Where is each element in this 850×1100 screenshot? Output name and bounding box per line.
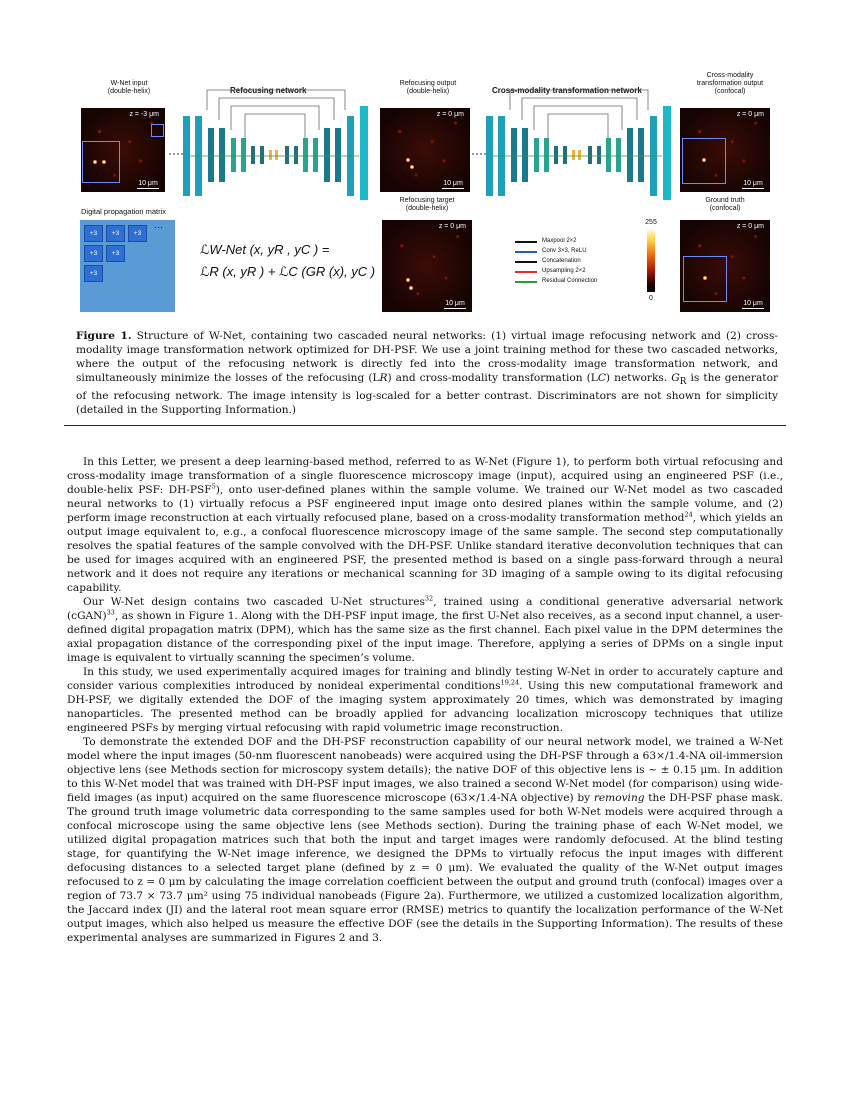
figure-caption: Figure 1. Structure of W-Net, containing two cascaded neural networks: (1) virtual image refocusing network and (2) cross-modality image transformation network optimized for DH-PSF. We use a joint training method for these two cascaded networks, where the output of the refocusing network is directly fed into the cross-modality image transformation network, and simultaneously minimize the losses of the refocusing (LR) and cross-modality transformation (LC) networks. $G_R$ is the generator of the refocusing network. The image intensity is log-scaled for a better contrast. Discriminators are not shown for simplicity (detailed in the Supporting Information.) — [76, 330, 779, 417]
scale-bar: 10 μm — [742, 300, 764, 310]
colorbar-min: 0 — [649, 295, 653, 302]
paragraph: In this study, we used experimentally acquired images for training and blindly testing W-Net in order to accurately capture and consider various complexities introduced by nonideal experimental conditions$^{19,24}$. Using this new computational framework and DH-PSF, we digitally extended the DOF of the imaging system approximately 20 times, which was demonstrated by imaging nanoparticles. The presented method can be broadly applied for advancing localization microscopy techniques that utilize engineered PSFs by merging virtual refocusing with rapid volumetric image reconstruction. — [67, 666, 783, 734]
cross-modality-unet-diagram — [472, 80, 682, 200]
bead-spot — [102, 160, 106, 164]
zoom-box — [82, 141, 120, 183]
paragraph: In this Letter, we present a deep learning-based method, referred to as W-Net (Figure 1), to perform both virtual refocusing and cross-modality image transformation of a single fluorescence microscopy image (input), acquired using an engineered PSF (i.e., double-helix PSF: DH-PSF$^5$), onto user-defined planes within the sample volume. We trained our W-Net model as two cascaded neural networks to (1) virtually refocus a PSF engineered input image onto desired planes within the sample volume, and (2) perform image reconstruction at each virtually refocused plane, based on a cross-modality transformation method$^{24}$, which yields an output image equivalent to, e.g., a confocal fluorescence microscopy image of the same sample. The second step computationally resolves the spatial features of the sample convolved with the DH-PSF. Unlike standard iterative deconvolution techniques that can be used for images acquired with an engineered PSF, the presented method is based on a single pass-forward through a neural network and it does not require any iterations or mechanical scanning for 3D imaging of a sample owing to its digital refocusing capability. — [67, 456, 783, 594]
colorbar — [647, 229, 655, 292]
bead-spot — [93, 160, 97, 164]
dpm-cell: +3 — [128, 225, 147, 242]
bottleneck-layers — [269, 150, 278, 160]
dpm-cell: +3 — [84, 245, 103, 262]
legend-item: Upsampling 2×2 — [515, 266, 597, 276]
legend-item: Maxpool 2×2 — [515, 236, 597, 246]
bead-spot — [410, 165, 414, 169]
truth-z-label: z = 0 μm — [736, 223, 764, 230]
paragraph: To demonstrate the extended DOF and the DH-PSF reconstruction capability of our neural network model, we trained a W-Net model where the input images (50-nm fluorescent nanobeads) were acquired using the DH-PSF through a 63×/1.4-NA oil-immersion objective lens (see Methods section for microscopy system details); the native DOF of this objective lens is ~ ± 0.15 μm. In addition to this W-Net model that was trained with DH-PSF input images, we also trained a second W-Net model (for comparison) using wide-field images (as input) acquired on the same fluorescence microscope (63×/1.4-NA objective) by removing the DH-PSF phase mask. The ground truth image volumetric data corresponding to the same samples used for both W-Net models were acquired through a confocal microscope using the same objective lens (see Methods section). During the training phase of each W-Net model, we utilized digital propagation matrices such that both the input and target images were randomly defocused. At the blind testing stage, for quantifying the W-Net image inference, we designed the DPMs to virtually refocus the input images with different defocusing distances to a selected target plane (defined by z = 0 μm). We evaluated the quality of the W-Net output images refocused to z = 0 μm by calculating the image correlation coefficient between the output and ground truth (confocal) images over a region of 73.7 × 73.7 μm² using 75 individual nanobeads (Figure 2a). Furthermore, we utilized a customized localization algorithm, the Jaccard index (JI) and the lateral root mean square error (RMSE) metrics to quantify the localization performance of the W-Net output images, which also helped us measure the effective DOF (see the details in the Supporting Information). The results of these experimental analyses are summarized in Figures 2 and 3. — [67, 736, 784, 944]
input-z-label: z = -3 μm — [129, 111, 159, 118]
caption-rule — [64, 425, 786, 426]
colorbar-max: 255 — [645, 219, 657, 226]
refocus-output-title: Refocusing output (double-helix) — [399, 80, 457, 95]
scale-bar: 10 μm — [444, 300, 466, 310]
zoom-source-box — [151, 124, 164, 137]
dpm-title: Digital propagation matrix — [81, 207, 167, 216]
dpm-cell: +3 — [106, 225, 125, 242]
bead-spot — [409, 286, 413, 290]
dpm-cell: +3 — [84, 265, 103, 282]
bead-spot — [703, 276, 707, 280]
bead-spot — [406, 158, 410, 162]
scale-bar: 10 μm — [137, 180, 159, 190]
target-z-label: z = 0 μm — [438, 223, 466, 230]
refocus-target-image — [382, 220, 472, 312]
digital-propagation-matrix — [80, 220, 175, 312]
input-image — [81, 108, 165, 192]
dpm-ellipsis: ··· — [154, 222, 163, 232]
refocusing-unet-diagram — [169, 80, 379, 200]
dpm-cell: +3 — [106, 245, 125, 262]
legend-item: Conv 3×3, ReLU — [515, 246, 597, 256]
loss-equation — [200, 239, 375, 283]
bead-spot — [702, 158, 706, 162]
refocus-target-title: Refocusing target (double-helix) — [399, 197, 455, 212]
figure-1 — [64, 66, 786, 328]
paragraph: Our W-Net design contains two cascaded U-Net structures$^{32}$, trained using a conditional generative adversarial network (cGAN)$^{33}$, as shown in Figure 1. Along with the DH-PSF input image, the first U-Net also receives, as a second input channel, a user-defined digital propagation matrix (DPM), which has the same size as the first channel. Each pixel value in the DPM determines the axial propagation distance of the corresponding pixel of the input image. Therefore, applying a series of DPMs on a single input image is equivalent to virtually scanning the specimen’s volume. — [67, 594, 783, 664]
caption-label: Figure 1. — [76, 330, 132, 342]
ground-truth-title: Ground truth (confocal) — [705, 197, 745, 212]
cross-output-title: Cross-modality transformation output (confocal) — [696, 72, 764, 95]
refocusing-network-title: Refocusing network — [230, 86, 307, 95]
input-title: W-Net input (double-helix) — [107, 80, 151, 95]
scale-bar: 10 μm — [742, 180, 764, 190]
dpm-cell: +3 — [84, 225, 103, 242]
cross-modality-network-title: Cross-modality transformation network — [492, 86, 642, 95]
loss-equation-line1: ℒW-Net (x, yR , yC ) = — [200, 242, 330, 257]
scale-bar: 10 μm — [442, 180, 464, 190]
loss-equation-line2: ℒR (x, yR ) + ℒC (GR (x), yC ) — [200, 264, 376, 279]
legend-item: Residual Connection — [515, 276, 597, 286]
ground-truth-image — [680, 220, 770, 312]
decoder-layers — [285, 106, 368, 200]
cross-z-label: z = 0 μm — [736, 111, 764, 118]
cross-output-image — [680, 108, 770, 192]
legend-item: Concatenation — [515, 256, 597, 266]
legend — [515, 236, 597, 286]
bead-spot — [406, 278, 410, 282]
refocus-output-image — [380, 108, 470, 192]
body-text — [67, 455, 783, 945]
output-z-label: z = 0 μm — [436, 111, 464, 118]
